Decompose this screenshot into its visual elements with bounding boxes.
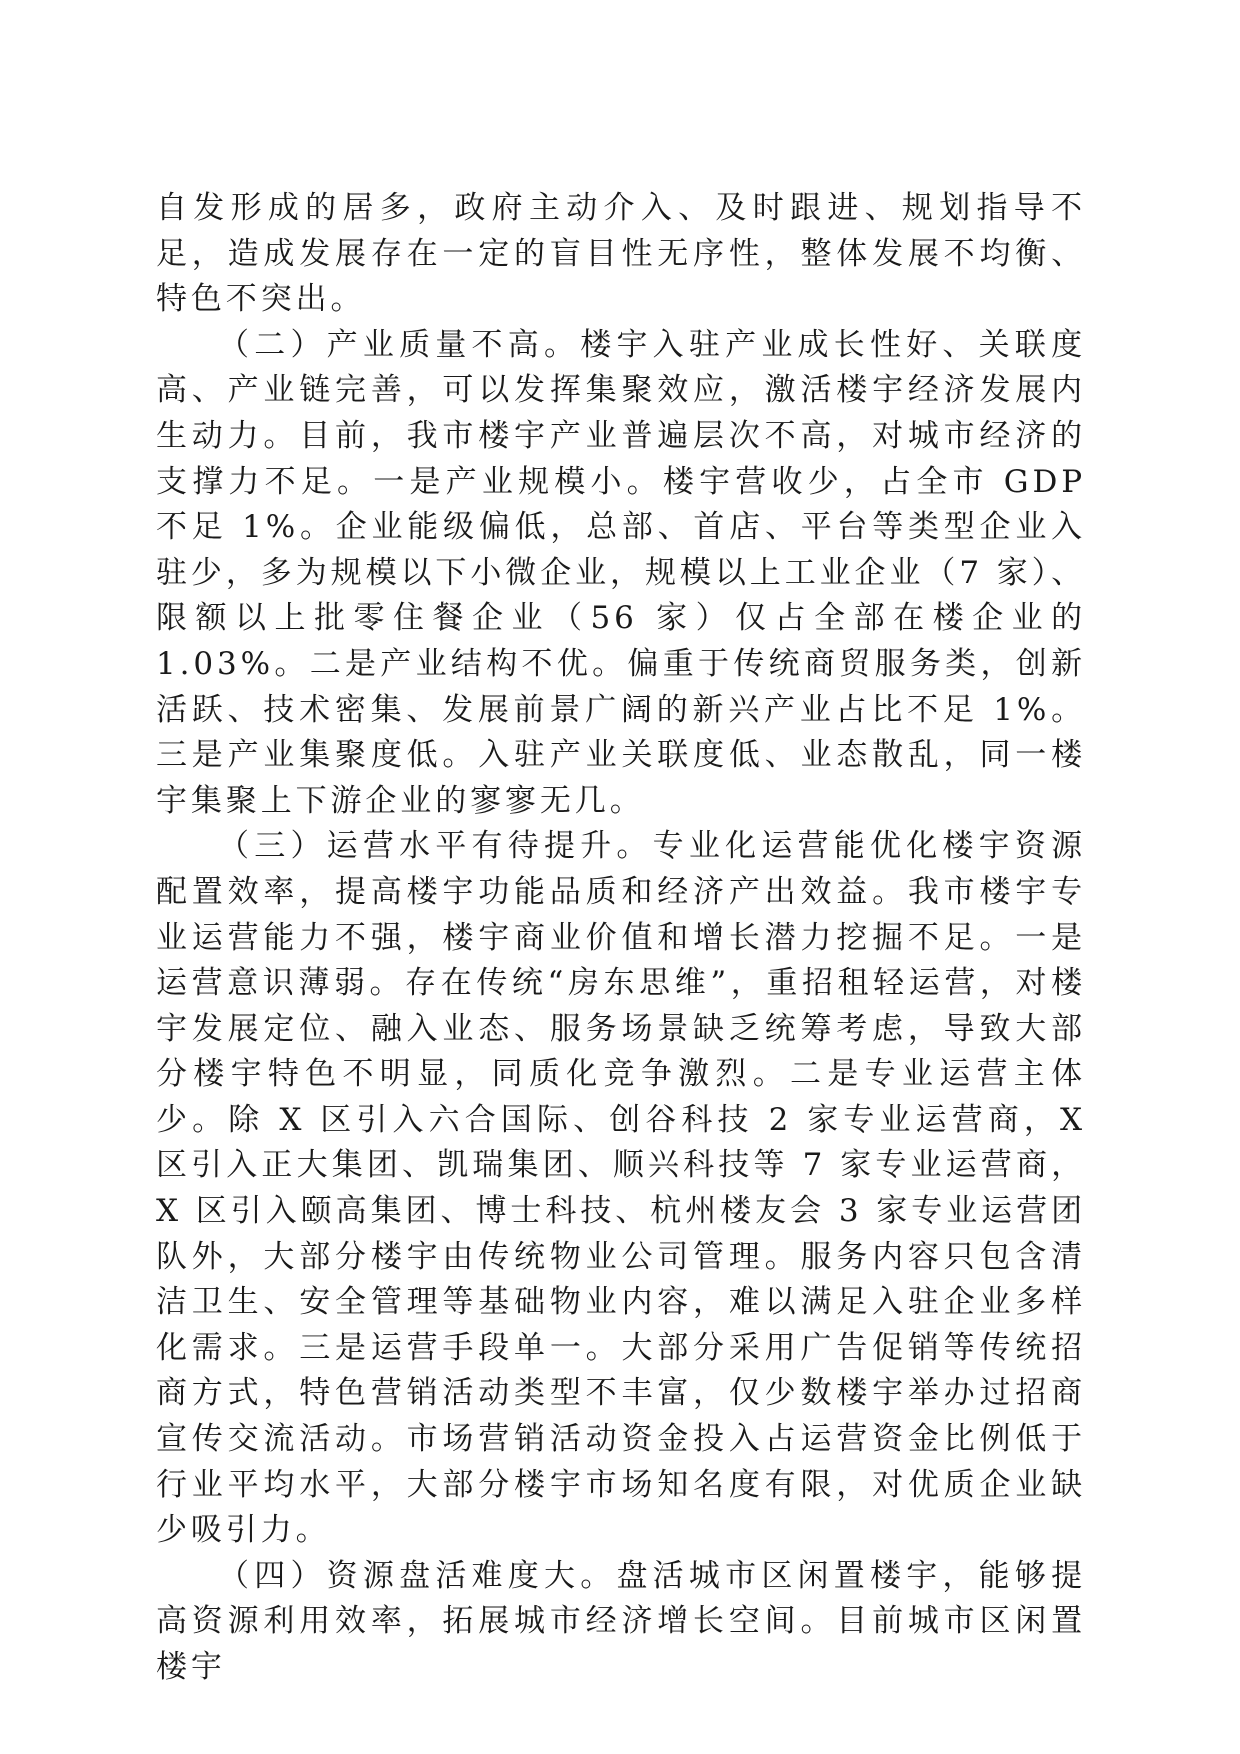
paragraph-body: 自发形成的居多，政府主动介入、及时跟进、规划指导不足，造成发展存在一定的盲目性无序性，整体发展不均衡、特色不突出。 xyxy=(156,190,1086,318)
paragraph-industry-quality xyxy=(156,323,1086,825)
section-heading: （二）产业质量不高。 xyxy=(218,326,581,363)
document-body xyxy=(156,186,1086,1691)
paragraph-continuation xyxy=(156,186,1086,323)
paragraph-body: 专业化运营能优化楼宇资源配置效率，提高楼宇功能品质和经济产出效益。我市楼宇专业运营能力不强，楼宇商业价值和增长潜力挖掘不足。一是运营意识薄弱。存在传统“房东思维”，重招租轻运营，对楼宇发展定位、融入业态、服务场景缺乏统筹考虑，导致大部分楼宇特色不明显，同质化竞争激烈。二是专业运营主体少。除 X 区引入六合国际、创谷科技 2 家专业运营商，X 区引入正大集团、凯瑞集团、顺兴科技等 7 家专业运营商，X 区引入颐高集团、博士科技、杭州楼友会 3 家专业运营团队外，大部分楼宇由传统物业公司管理。服务内容只包含清洁卫生、安全管理等基础物业内容，难以满足入驻企业多样化需求。三是运营手段单一。大部分采用广告促销等传统招商方式，特色营销活动类型不丰富，仅少数楼宇举办过招商宣传交流活动。市场营销活动资金投入占运营资金比例低于行业平均水平，大部分楼宇市场知名度有限，对优质企业缺少吸引力。 xyxy=(156,828,1086,1549)
paragraph-body: 楼宇入驻产业成长性好、关联度高、产业链完善，可以发挥集聚效应，激活楼宇经济发展内生动力。目前，我市楼宇产业普遍层次不高，对城市经济的支撑力不足。一是产业规模小。楼宇营收少，占全市 GDP 不足 1%。企业能级偏低，总部、首店、平台等类型企业入驻少，多为规模以下小微企业，规模以上工业企业（7 家）、限额以上批零住餐企业（56 家）仅占全部在楼企业的 1.03%。二是产业结构不优。偏重于传统商贸服务类，创新活跃、技术密集、发展前景广阔的新兴产业占比不足 1%。三是产业集聚度低。入驻产业关联度低、业态散乱，同一楼宇集聚上下游企业的寥寥无几。 xyxy=(156,326,1086,819)
section-heading: （三）运营水平有待提升。 xyxy=(218,828,653,865)
paragraph-resource-revitalization xyxy=(156,1554,1086,1691)
section-heading: （四）资源盘活难度大。 xyxy=(218,1557,617,1594)
paragraph-operation-level xyxy=(156,824,1086,1554)
paragraph-body: 盘活城市区闲置楼宇，能够提高资源利用效率，拓展城市经济增长空间。目前城市区闲置楼宇 xyxy=(156,1557,1086,1685)
